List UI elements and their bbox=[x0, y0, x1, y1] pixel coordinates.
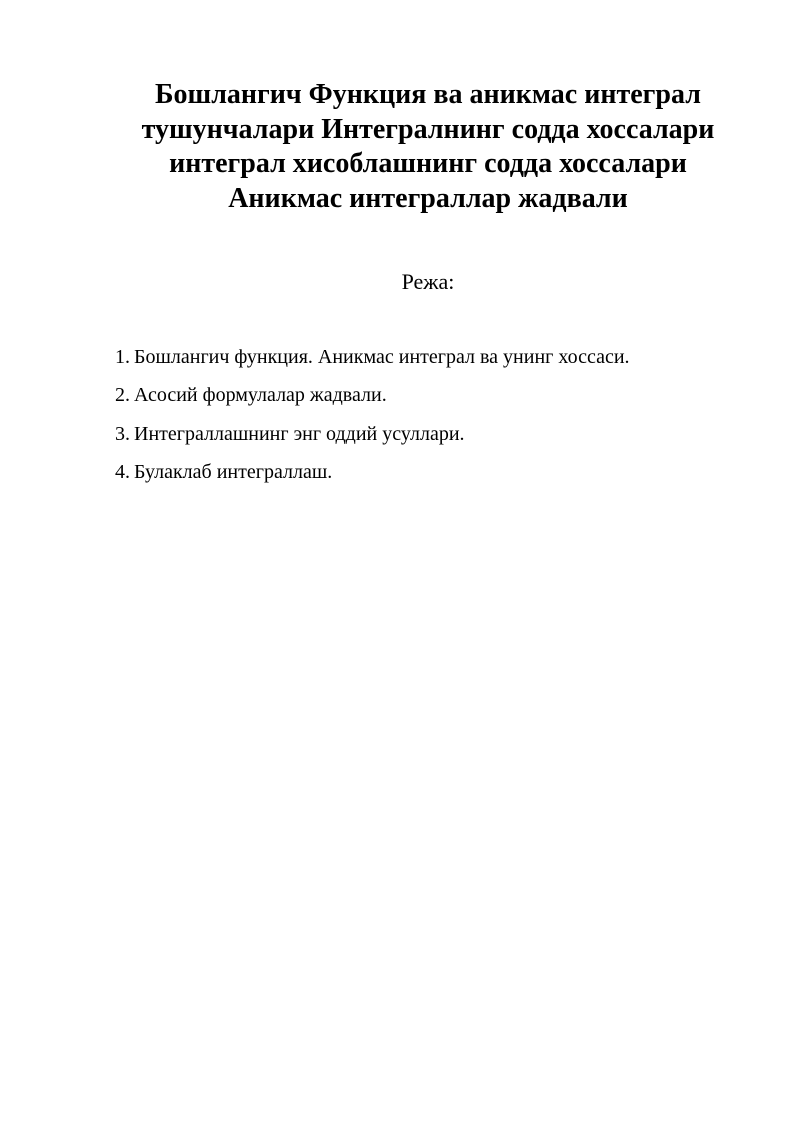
list-item-text: Бошлангич функция. Аникмас интеграл ва унинг хоссаси. bbox=[134, 346, 630, 368]
list-item bbox=[115, 459, 630, 497]
list-item-number: 4. bbox=[115, 460, 130, 483]
page-title bbox=[118, 78, 738, 216]
list-item bbox=[115, 382, 630, 420]
list-item-number: 1. bbox=[115, 346, 130, 368]
list-item-text: Интеграллашнинг энг оддий усуллари. bbox=[134, 422, 465, 445]
list-item-number: 2. bbox=[115, 384, 130, 407]
title-line: интеграл хисоблашнинг содда хоссалари bbox=[169, 148, 687, 179]
plan-list bbox=[115, 344, 630, 497]
title-line: Бошлангич Функция ва аникмас интеграл bbox=[155, 79, 701, 110]
list-item bbox=[115, 344, 630, 382]
title-line: Аникмас интеграллар жадвали bbox=[228, 182, 628, 214]
list-item-text: Булаклаб интеграллаш. bbox=[134, 460, 333, 483]
list-item bbox=[115, 421, 630, 459]
list-item-number: 3. bbox=[115, 422, 130, 445]
plan-heading: Режа: bbox=[401, 269, 455, 294]
list-item-text: Асосий формулалар жадвали. bbox=[134, 384, 387, 407]
title-line: тушунчалари Интегралнинг содда хоссалари bbox=[141, 113, 715, 145]
